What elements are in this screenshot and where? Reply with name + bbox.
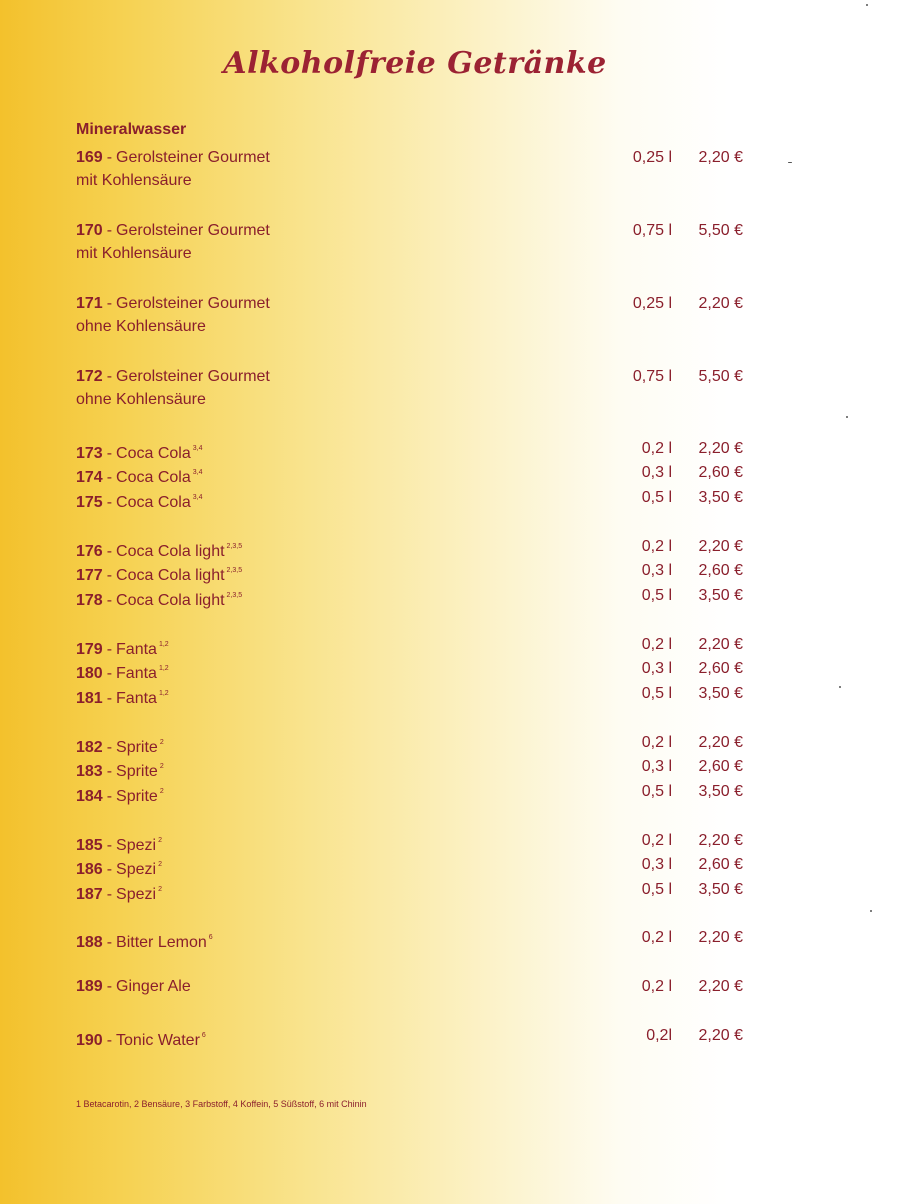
item-price: 2,60 €: [698, 856, 743, 874]
item-price: 2,60 €: [698, 464, 743, 482]
item-volume: 0,75 l: [632, 368, 672, 385]
item-subtitle: ohne Kohlensäure: [76, 318, 206, 336]
menu-group: [76, 926, 756, 950]
menu-group: [76, 365, 756, 413]
item-subtitle: mit Kohlensäure: [76, 172, 192, 190]
item-separator: -: [106, 222, 113, 239]
item-separator: -: [106, 885, 113, 903]
menu-item: [76, 535, 756, 559]
item-price: 3,50 €: [698, 684, 743, 702]
menu-group: [76, 146, 756, 194]
menu-group: [76, 829, 756, 902]
item-additives: 2: [159, 787, 164, 795]
item-subtitle: ohne Kohlensäure: [76, 391, 206, 409]
item-additives: 2,3,5: [226, 591, 243, 599]
menu-item: [76, 1024, 756, 1048]
item-volume: 0,2 l: [641, 929, 672, 946]
item-number: 188: [76, 934, 103, 951]
menu-item: [76, 559, 756, 583]
item-name: Sprite: [116, 787, 158, 805]
item-number: 186: [76, 861, 103, 879]
item-separator: -: [106, 295, 113, 312]
menu-item: [76, 633, 756, 657]
menu-item: [76, 853, 756, 877]
item-number: 172: [76, 368, 103, 385]
item-price: 3,50 €: [698, 586, 743, 604]
section-heading: Mineralwasser: [76, 121, 187, 138]
item-separator: -: [106, 837, 113, 854]
menu-item: [76, 146, 756, 170]
item-separator: -: [106, 861, 113, 879]
item-volume: 0,75 l: [632, 222, 672, 239]
item-price: 2,20 €: [698, 440, 743, 457]
item-additives: 2: [158, 861, 162, 869]
item-additives: 3,4: [192, 469, 203, 477]
item-additives: 1,2: [158, 689, 169, 697]
menu-item: [76, 682, 756, 706]
item-separator: -: [106, 739, 113, 756]
menu-item: [76, 878, 756, 902]
item-number: 178: [76, 591, 103, 609]
menu-item: [76, 975, 756, 999]
item-additives: 2: [158, 837, 162, 844]
item-volume: 0,2 l: [641, 734, 672, 751]
item-separator: -: [106, 665, 113, 683]
menu-item: [76, 829, 756, 853]
item-volume: 0,25 l: [632, 149, 672, 166]
item-name: Bitter Lemon: [116, 934, 207, 951]
item-price: 2,20 €: [698, 538, 743, 555]
item-additives: 2,3,5: [226, 543, 243, 550]
item-number: 185: [76, 837, 103, 854]
scan-speck: [866, 4, 868, 6]
item-volume: 0,5 l: [641, 586, 672, 604]
item-separator: -: [106, 368, 113, 385]
menu-item: [76, 219, 756, 243]
item-name: Fanta: [116, 641, 157, 658]
item-name: Gerolsteiner Gourmet: [116, 222, 270, 239]
item-volume: 0,2 l: [641, 978, 672, 995]
item-additives: 3,4: [192, 445, 203, 452]
item-name: Coca Cola: [116, 469, 191, 487]
item-name: Gerolsteiner Gourmet: [116, 295, 270, 312]
menu-item: [76, 486, 756, 510]
scan-speck: [846, 416, 848, 418]
item-number: 173: [76, 445, 103, 462]
menu-group: [76, 437, 756, 510]
item-subtitle: mit Kohlensäure: [76, 245, 192, 263]
item-name: Fanta: [116, 689, 157, 707]
item-number: 177: [76, 567, 103, 585]
menu-item: [76, 584, 756, 608]
item-number: 189: [76, 978, 103, 995]
menu-item: [76, 731, 756, 755]
item-number: 176: [76, 543, 103, 560]
item-volume: 0,5 l: [641, 782, 672, 800]
item-volume: 0,3 l: [641, 660, 672, 678]
item-volume: 0,2l: [646, 1027, 672, 1044]
item-volume: 0,3 l: [641, 562, 672, 580]
scan-speck: [870, 910, 872, 912]
item-separator: -: [106, 787, 113, 805]
item-number: 179: [76, 641, 103, 658]
item-price: 2,20 €: [698, 734, 743, 751]
item-volume: 0,5 l: [641, 880, 672, 898]
item-separator: -: [106, 1032, 113, 1049]
item-price: 2,60 €: [698, 758, 743, 776]
item-volume: 0,5 l: [641, 488, 672, 506]
item-price: 2,20 €: [698, 149, 743, 166]
item-name: Coca Cola: [116, 445, 191, 462]
item-separator: -: [106, 543, 113, 560]
item-number: 181: [76, 689, 103, 707]
item-volume: 0,2 l: [641, 538, 672, 555]
menu-item: [76, 780, 756, 804]
item-volume: 0,25 l: [632, 295, 672, 312]
item-price: 5,50 €: [698, 222, 743, 239]
item-name: Gerolsteiner Gourmet: [116, 368, 270, 385]
menu-item: [76, 461, 756, 485]
item-volume: 0,3 l: [641, 464, 672, 482]
item-additives: 2: [158, 885, 162, 893]
item-separator: -: [106, 493, 113, 511]
item-volume: 0,2 l: [641, 440, 672, 457]
item-additives: 2: [159, 763, 164, 771]
item-additives: 2,3,5: [226, 567, 243, 575]
item-volume: 0,3 l: [641, 856, 672, 874]
item-volume: 0,2 l: [641, 832, 672, 849]
item-separator: -: [106, 567, 113, 585]
item-separator: -: [106, 641, 113, 658]
item-number: 175: [76, 493, 103, 511]
item-name: Coca Cola: [116, 493, 191, 511]
item-price: 2,20 €: [698, 832, 743, 849]
item-price: 2,60 €: [698, 660, 743, 678]
item-number: 182: [76, 739, 103, 756]
menu-item: [76, 755, 756, 779]
item-name: Gerolsteiner Gourmet: [116, 149, 270, 166]
item-number: 174: [76, 469, 103, 487]
item-price: 2,20 €: [698, 929, 743, 946]
menu-group: [76, 633, 756, 706]
menu-group: [76, 219, 756, 267]
item-name: Fanta: [116, 665, 157, 683]
item-additives: 6: [208, 934, 213, 941]
item-separator: -: [106, 591, 113, 609]
item-number: 171: [76, 295, 103, 312]
menu-item: [76, 926, 756, 950]
item-price: 2,20 €: [698, 1027, 743, 1044]
footnote: 1 Betacarotin, 2 Bensäure, 3 Farbstoff, 4 Koffein, 5 Süßstoff, 6 mit Chinin: [76, 1099, 367, 1109]
scan-speck: [788, 162, 792, 163]
item-price: 3,50 €: [698, 488, 743, 506]
item-number: 187: [76, 885, 103, 903]
menu-group: [76, 535, 756, 608]
page-title: Alkoholfreie Getränke: [223, 46, 607, 81]
menu-item: [76, 437, 756, 461]
item-price: 2,20 €: [698, 978, 743, 995]
menu-group: [76, 975, 756, 999]
item-price: 2,20 €: [698, 636, 743, 653]
item-name: Sprite: [116, 763, 158, 781]
item-additives: 1,2: [158, 665, 169, 673]
menu-item: [76, 365, 756, 389]
item-name: Spezi: [116, 837, 157, 854]
menu-group: [76, 292, 756, 340]
item-price: 3,50 €: [698, 880, 743, 898]
item-number: 169: [76, 149, 103, 166]
item-separator: -: [106, 689, 113, 707]
item-separator: -: [106, 445, 113, 462]
item-number: 180: [76, 665, 103, 683]
item-separator: -: [106, 934, 113, 951]
item-name: Sprite: [116, 739, 158, 756]
item-separator: -: [106, 978, 113, 995]
item-number: 183: [76, 763, 103, 781]
item-name: Spezi: [116, 885, 157, 903]
scan-speck: [839, 686, 841, 688]
menu-group: [76, 1024, 756, 1048]
item-additives: 2: [159, 739, 164, 746]
item-number: 170: [76, 222, 103, 239]
menu-item: [76, 657, 756, 681]
item-separator: -: [106, 469, 113, 487]
item-number: 190: [76, 1032, 103, 1049]
item-volume: 0,2 l: [641, 636, 672, 653]
item-name: Coca Cola light: [116, 567, 225, 585]
item-name: Coca Cola light: [116, 591, 225, 609]
item-additives: 3,4: [192, 493, 203, 501]
item-price: 5,50 €: [698, 368, 743, 385]
item-price: 3,50 €: [698, 782, 743, 800]
item-name: Spezi: [116, 861, 157, 879]
item-separator: -: [106, 763, 113, 781]
item-volume: 0,5 l: [641, 684, 672, 702]
item-additives: 6: [201, 1032, 206, 1039]
item-price: 2,20 €: [698, 295, 743, 312]
item-number: 184: [76, 787, 103, 805]
menu-group: [76, 731, 756, 804]
item-volume: 0,3 l: [641, 758, 672, 776]
item-additives: 1,2: [158, 641, 169, 648]
item-name: Tonic Water: [116, 1032, 200, 1049]
item-name: Ginger Ale: [116, 978, 191, 995]
item-separator: -: [106, 149, 113, 166]
menu-item: [76, 292, 756, 316]
item-name: Coca Cola light: [116, 543, 225, 560]
item-price: 2,60 €: [698, 562, 743, 580]
